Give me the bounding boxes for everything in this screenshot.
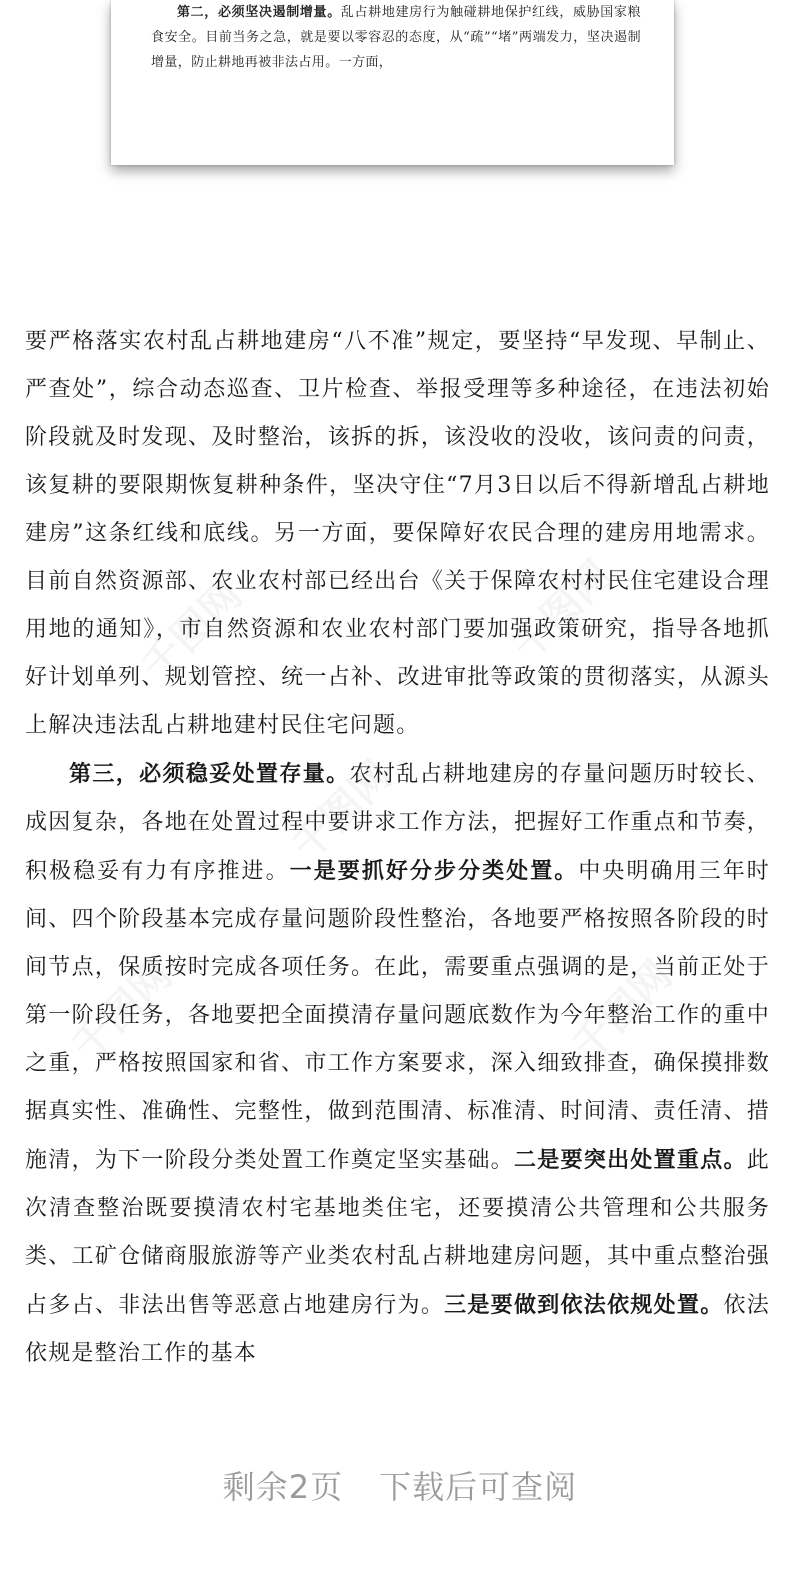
- remaining-pages-banner[interactable]: [0, 1462, 800, 1508]
- sub-point-3-heading: 三是要做到依法依规处置。: [444, 1292, 724, 1318]
- preview-text-block: [151, 0, 641, 75]
- sub-point-1-heading: 一是要抓好分步分类处置。: [289, 858, 579, 884]
- download-to-view-link[interactable]: 下载后可查阅: [379, 1468, 578, 1506]
- sub-point-2-text: 此次清查整治既要摸清农村宅基地类住宅，还要摸清公共管理和公共服务类、工矿仓储商服旅游等产业类农村乱占耕地建房问题，其中重点整治强占多占、非法出售等恶意占地建房行为。: [25, 1148, 770, 1318]
- paragraph-third-point: [25, 750, 770, 1378]
- remaining-pages-label: 剩余2页: [222, 1468, 344, 1506]
- sub-point-2-heading: 二是要突出处置重点。: [513, 1147, 747, 1173]
- third-point-heading: 第三，必须稳妥处置存量。: [69, 761, 350, 787]
- third-point-text-1: 农村乱占耕地建房的存量问题历时较长、成因复杂，各地在处置过程中要讲求工作方法，把握好工作重点和节奏，积极稳妥有力有序推进。: [25, 762, 770, 884]
- sub-point-3-text: 依法依规是整治工作的基本: [25, 1293, 770, 1366]
- preview-bold-lead: 第二，必须坚决遏制增量。: [177, 5, 341, 20]
- paragraph-continuation: 要严格落实农村乱占耕地建房“八不准”规定，要坚持“早发现、早制止、严查处”，综合动态巡查、卫片检查、举报受理等多种途径，在违法初始阶段就及时发现、及时整治，该拆的拆，该没收的没收，该问责的问责，该复耕的要限期恢复耕种条件，坚决守住“7月3日以后不得新增乱占耕地建房”这条红线和底线。另一方面，要保障好农民合理的建房用地需求。目前自然资源部、农业农村部已经出台《关于保障农村村民住宅建设合理用地的通知》，市自然资源和农业农村部门要加强政策研究，指导各地抓好计划单列、规划管控、统一占补、改进审批等政策的贯彻落实，从源头上解决违法乱占耕地建村民住宅问题。: [25, 329, 770, 738]
- previous-page-preview: [111, 0, 674, 165]
- sub-point-1-text: 中央明确用三年时间、四个阶段基本完成存量问题阶段性整治，各地要严格按照各阶段的时间节点，保质按时完成各项任务。在此，需要重点强调的是，当前正处于第一阶段任务，各地要把全面摸清存量问题底数作为今年整治工作的重中之重，严格按照国家和省、市工作方案要求，深入细致排查，确保摸排数据真实性、准确性、完整性，做到范围清、标准清、时间清、责任清、措施清，为下一阶段分类处置工作奠定坚实基础。: [25, 859, 770, 1173]
- preview-paragraph-text: 乱占耕地建房行为触碰耕地保护红线，威胁国家粮食安全。目前当务之急，就是要以零容忍的态度，从“疏”“堵”两端发力，坚决遏制增量，防止耕地再被非法占用。一方面，: [151, 5, 641, 70]
- preview-paragraph: [151, 0, 641, 75]
- document-body: [25, 318, 770, 1378]
